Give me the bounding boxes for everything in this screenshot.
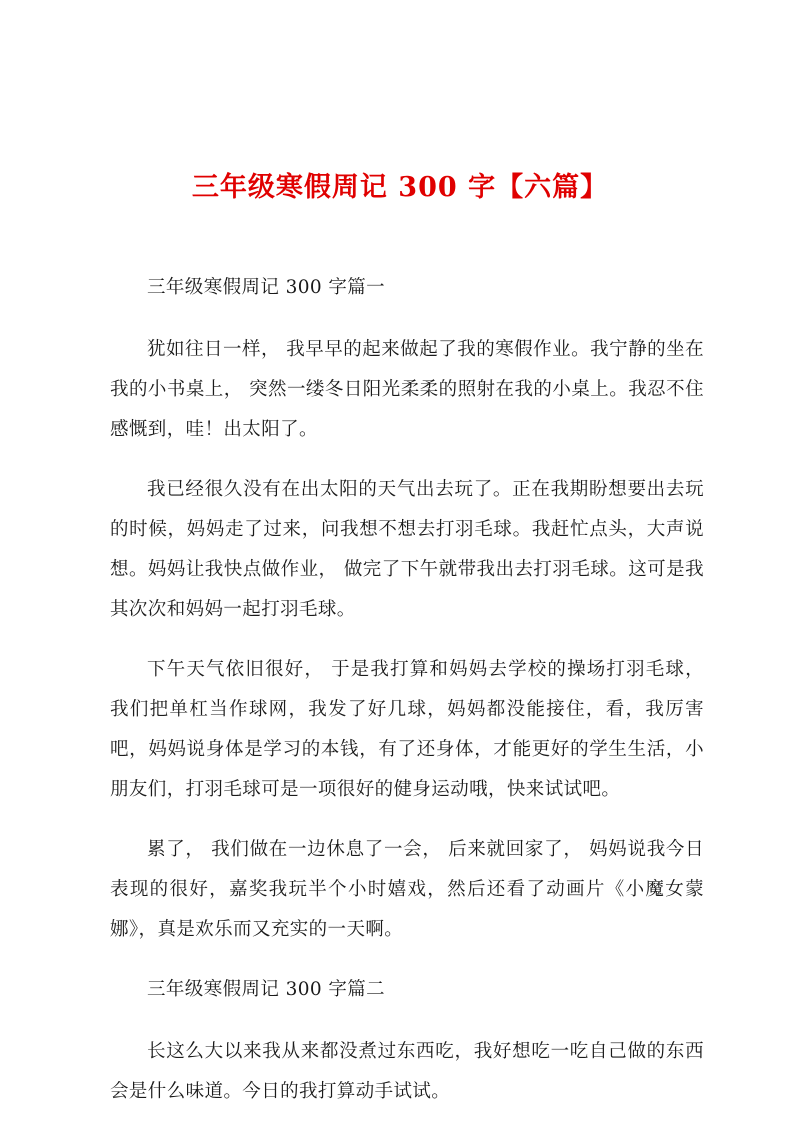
section-heading-1: 三年级寒假周记 300 字篇一 (147, 277, 386, 298)
paragraph: 我已经很久没有在出太阳的天气出去玩了。正在我期盼想要出去玩的时候，妈妈走了过来，问我想不想去打羽毛球。我赶忙点头，大声说想。妈妈让我快点做作业， 做完了下午就带我出去打羽毛球。这可是我其次次和妈妈一起打羽毛球。 (110, 479, 704, 620)
paragraph: 长这么大以来我从来都没煮过东西吃，我好想吃一吃自己做的东西会是什么味道。今日的我打算动手试试。 (110, 1041, 704, 1102)
paragraph: 犹如往日一样， 我早早的起来做起了我的寒假作业。我宁静的坐在我的小书桌上， 突然一缕冬日阳光柔柔的照射在我的小桌上。我忍不住感慨到，哇！出太阳了。 (110, 339, 704, 440)
section-heading-2: 三年级寒假周记 300 字篇二 (147, 979, 386, 1000)
document-body (110, 268, 704, 1132)
paragraph: 累了， 我们做在一边休息了一会， 后来就回家了， 妈妈说我今日表现的很好，嘉奖我玩半个小时嬉戏，然后还看了动画片《小魔女蒙娜》，真是欢乐而又充实的一天啊。 (110, 839, 704, 940)
paragraph: 下午天气依旧很好， 于是我打算和妈妈去学校的操场打羽毛球， 我们把单杠当作球网，我发了好几球，妈妈都没能接住，看，我厉害吧，妈妈说身体是学习的本钱，有了还身体，才能更好的学生生活，小朋友们，打羽毛球可是一项很好的健身运动哦，快来试试吧。 (110, 659, 704, 800)
document-title: 三年级寒假周记 300 字【六篇】 (191, 172, 609, 203)
